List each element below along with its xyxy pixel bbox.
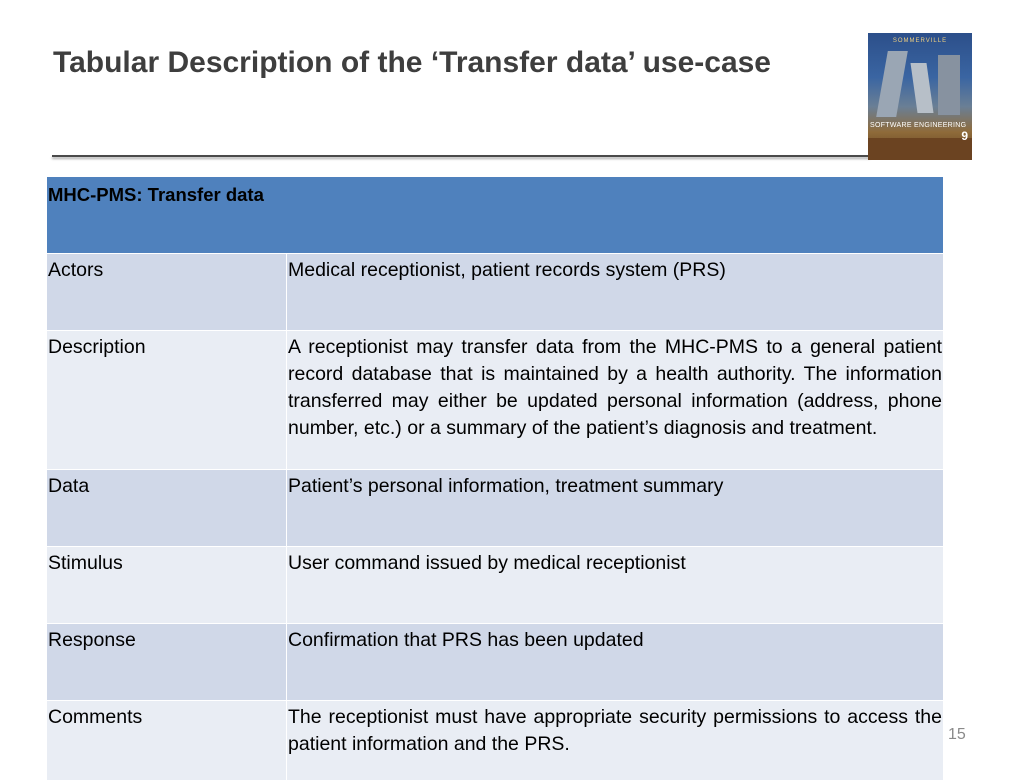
table-header-row	[47, 177, 944, 254]
book-cover-image	[868, 33, 972, 160]
usecase-table	[46, 176, 944, 781]
page-number: 15	[948, 726, 966, 743]
row-label: Data	[47, 470, 287, 547]
row-value: The receptionist must have appropriate security permissions to access the patient information and the PRS.	[287, 701, 944, 781]
row-value: Medical receptionist, patient records system (PRS)	[287, 254, 944, 331]
row-label: Description	[47, 331, 287, 470]
book-edition: 9	[961, 129, 968, 143]
table-row	[47, 701, 944, 781]
row-label: Response	[47, 624, 287, 701]
book-author: SOMMERVILLE	[892, 38, 948, 44]
row-value: Confirmation that PRS has been updated	[287, 624, 944, 701]
row-label: Actors	[47, 254, 287, 331]
table-row	[47, 254, 944, 331]
row-value: Patient’s personal information, treatment summary	[287, 470, 944, 547]
slide-title: Tabular Description of the ‘Transfer data’ use-case	[53, 46, 771, 79]
table-row	[47, 547, 944, 624]
table-row	[47, 331, 944, 470]
table-row	[47, 470, 944, 547]
book-title: SOFTWARE ENGINEERING	[870, 122, 967, 129]
row-value: A receptionist may transfer data from the MHC-PMS to a general patient record database that is maintained by a health authority. The information transferred may either be updated personal information (address, phone number, etc.) or a summary of the patient’s diagnosis and treatment.	[287, 331, 944, 470]
row-value: User command issued by medical receptionist	[287, 547, 944, 624]
row-label: Comments	[47, 701, 287, 781]
table-header: MHC-PMS: Transfer data	[47, 177, 944, 254]
row-label: Stimulus	[47, 547, 287, 624]
title-divider	[52, 155, 870, 157]
table-row	[47, 624, 944, 701]
